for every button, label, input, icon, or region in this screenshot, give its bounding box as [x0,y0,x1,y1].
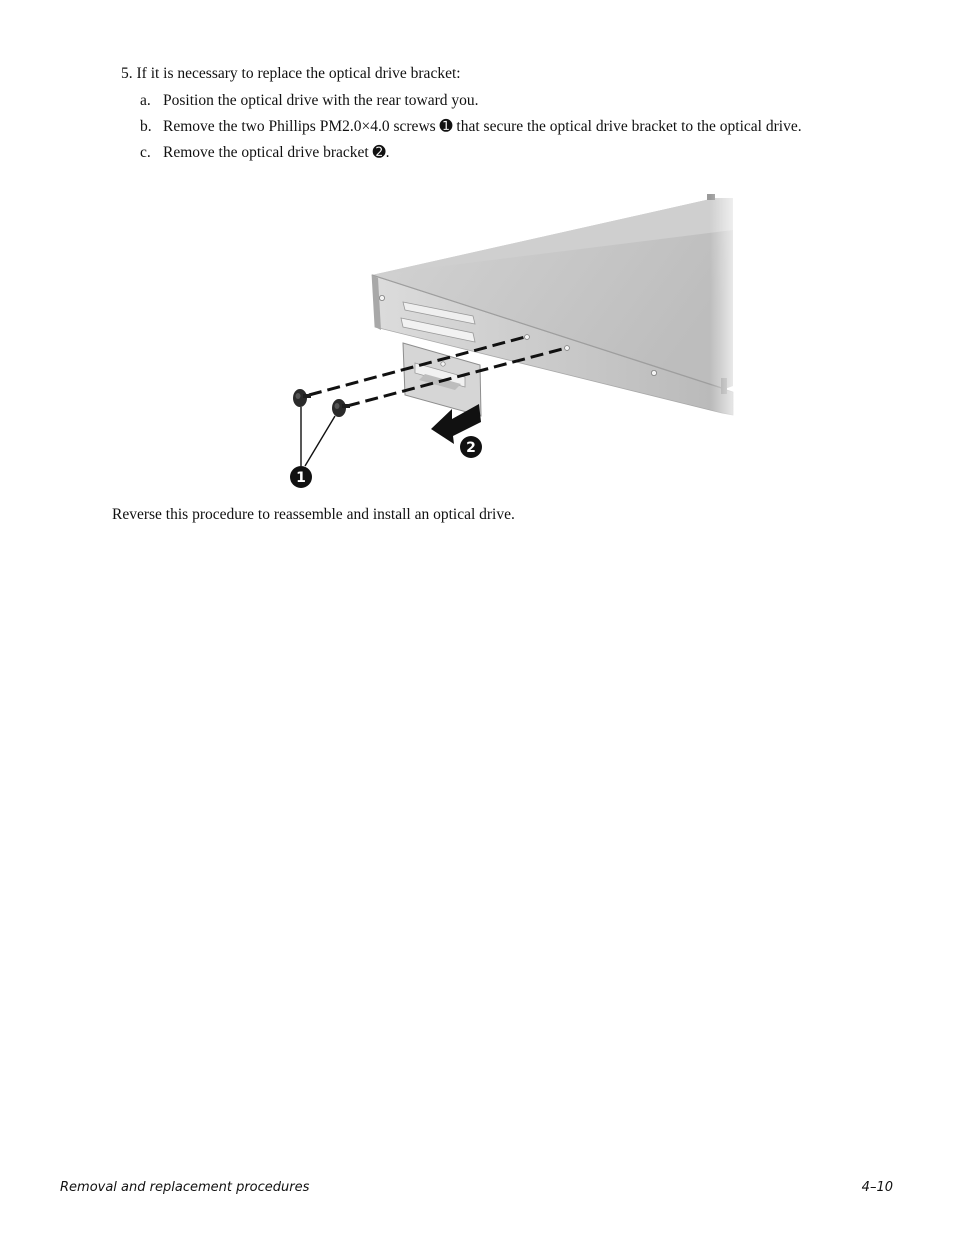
substep-letter: b. [140,118,152,135]
substep-text: Remove the two Phillips PM2.0×4.0 screws [163,118,436,135]
callout-2-badge [460,436,482,458]
callout-2-number: 2 [466,440,476,456]
substep-c [140,143,389,163]
callout-1-number: 1 [296,470,306,486]
substep-text: Remove the optical drive bracket [163,144,369,161]
footer-section-title: Removal and replacement procedures [60,1180,310,1195]
step-text: If it is necessary to replace the optical drive bracket: [136,65,461,82]
callout-1-badge [290,466,312,488]
substep-letter: a. [140,92,151,109]
substep-b [140,117,802,137]
substep-letter: c. [140,144,151,161]
step-number: 5. [121,65,133,82]
callout-1-leader-lines [301,407,335,466]
screw-icon [293,389,311,407]
substep-text: Position the optical drive with the rear toward you. [163,92,479,109]
footer-page-number: 4–10 [861,1180,893,1195]
optical-drive-illustration [285,190,745,490]
substep-text-continued: that secure the optical drive bracket to the optical drive. [456,118,802,135]
screw-icon [332,399,350,417]
callout-1-glyph: ➊ [439,118,453,135]
closing-instruction: Reverse this procedure to reassemble and install an optical drive. [112,506,515,523]
callout-2-glyph: ➋ [372,144,386,161]
substep-a [140,91,479,111]
substep-text-end: . [385,144,390,161]
step-5 [121,64,461,84]
